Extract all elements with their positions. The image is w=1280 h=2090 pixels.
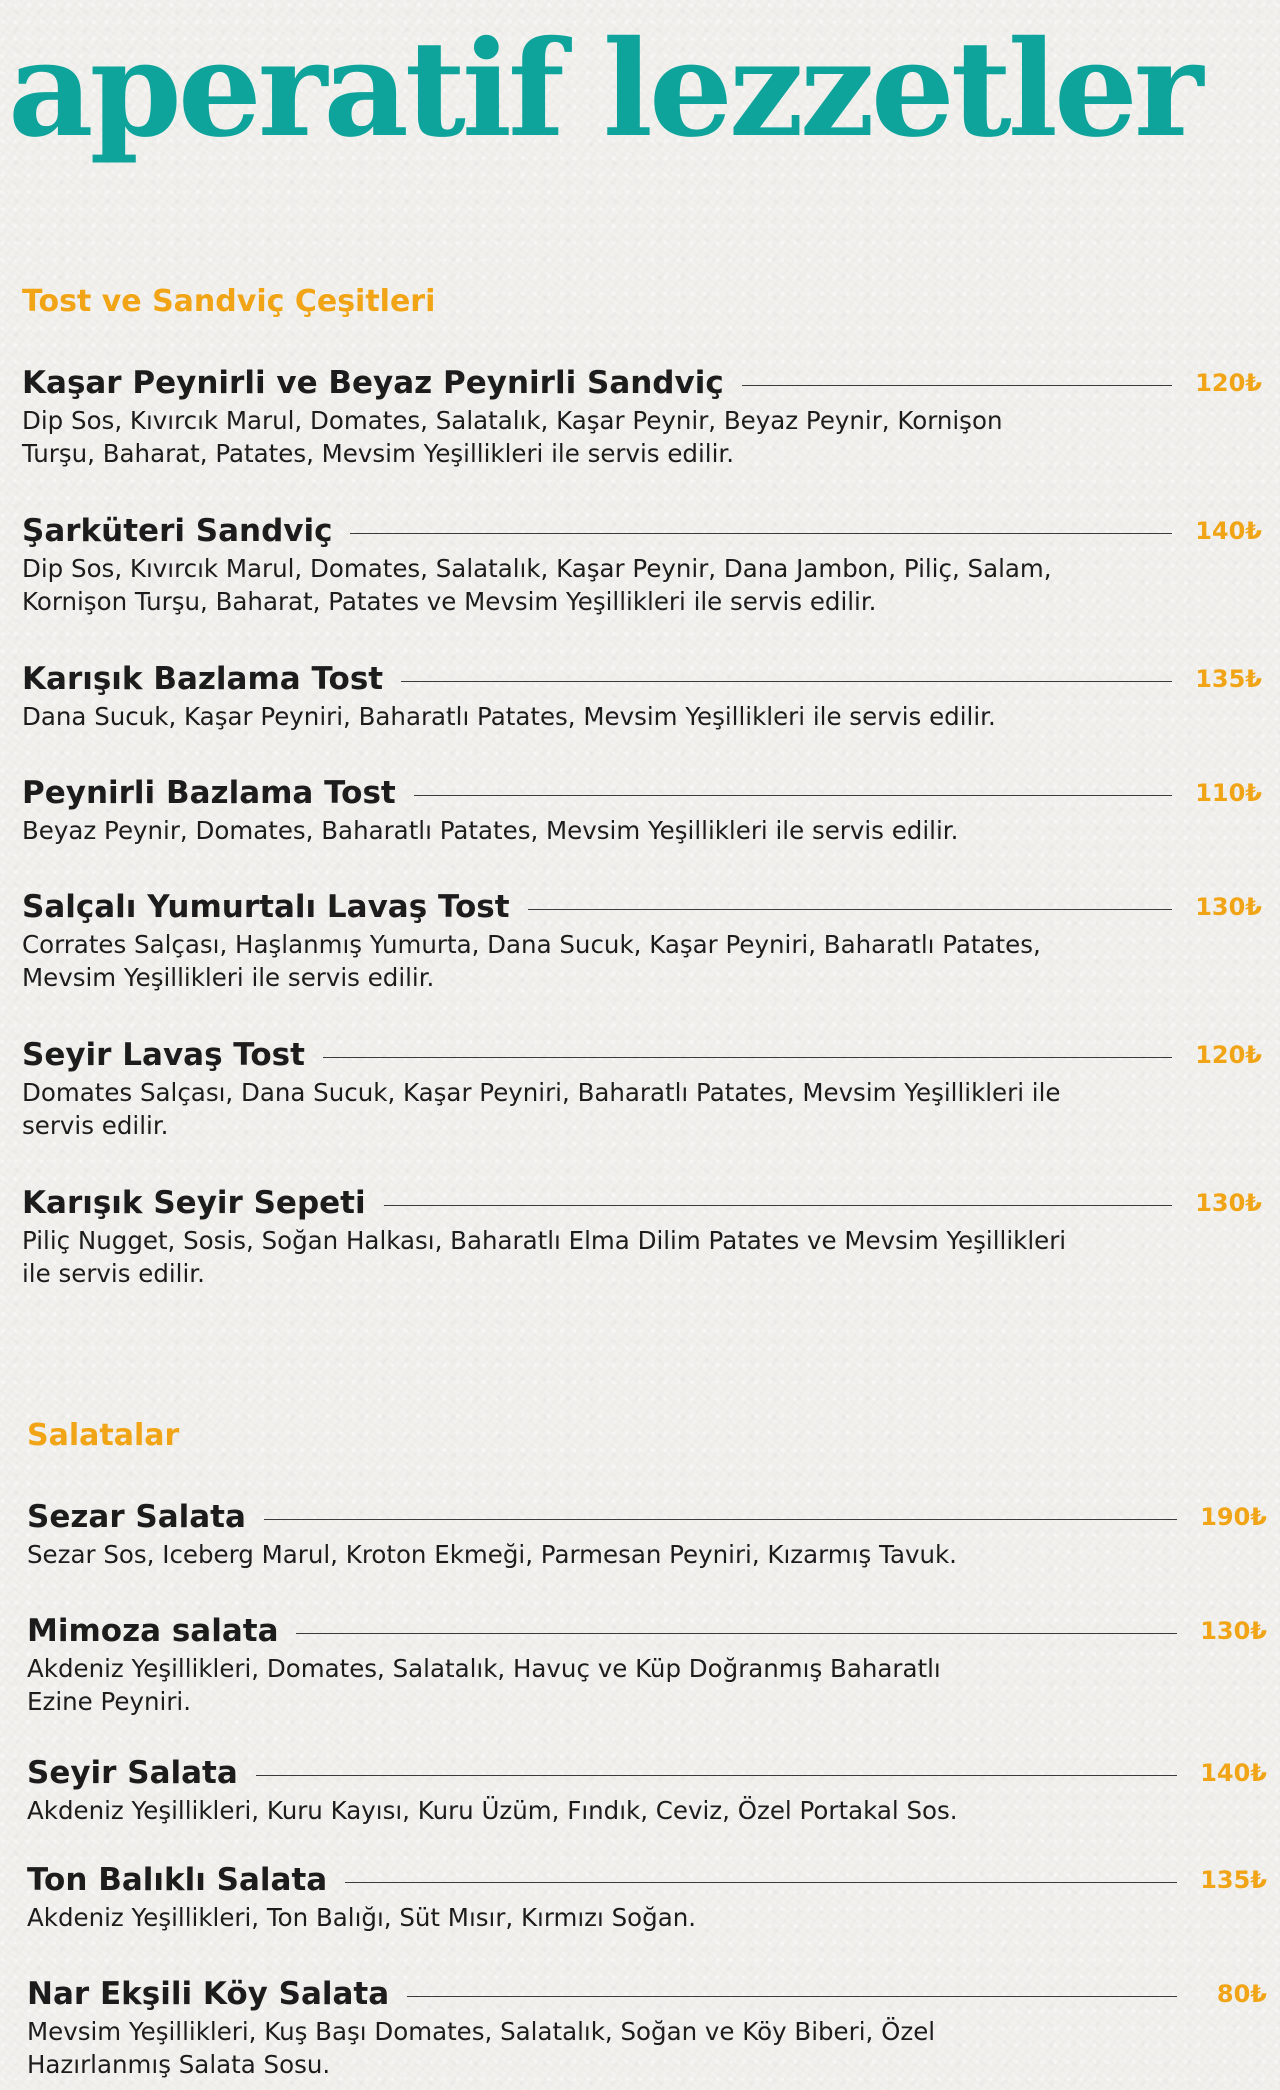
item-name: Kaşar Peynirli ve Beyaz Peynirli Sandviç <box>22 365 724 401</box>
item-name: Seyir Lavaş Tost <box>22 1037 305 1073</box>
item-price: 130₺ <box>1200 1617 1267 1645</box>
menu-item <box>22 1182 1262 1290</box>
item-description: Akdeniz Yeşillikleri, Ton Balığı, Süt Mısır, Kırmızı Soğan. <box>27 1903 697 1932</box>
item-price: 80₺ <box>1216 1980 1267 2008</box>
item-price: 140₺ <box>1200 1759 1267 1787</box>
item-price: 130₺ <box>1195 1189 1262 1217</box>
page-title: aperatif lezzetler <box>8 12 1200 167</box>
item-description: Akdeniz Yeşillikleri, Domates, Salatalık, Havuç ve Küp Doğranmış Baharatlı Ezine Peyniri. <box>27 1654 941 1716</box>
item-price: 135₺ <box>1195 665 1262 693</box>
section-heading-tost: Tost ve Sandviç Çeşitleri <box>22 284 436 319</box>
item-description: Domates Salçası, Dana Sucuk, Kaşar Peyniri, Baharatlı Patates, Mevsim Yeşillikleri ile servis edilir. <box>22 1078 1061 1140</box>
menu-item <box>27 1610 1267 1718</box>
section-heading-salatalar: Salatalar <box>27 1418 180 1453</box>
item-description: Dana Sucuk, Kaşar Peyniri, Baharatlı Patates, Mevsim Yeşillikleri ile servis edilir. <box>22 702 996 731</box>
menu-item <box>22 658 1262 733</box>
menu-item <box>22 362 1262 470</box>
menu-item <box>27 1752 1267 1827</box>
menu-item <box>22 510 1262 618</box>
leader-line <box>384 1205 1172 1206</box>
menu-item <box>22 886 1262 994</box>
item-description: Corrates Salçası, Haşlanmış Yumurta, Dana Sucuk, Kaşar Peyniri, Baharatlı Patates, Mevsim Yeşillikleri ile servis edilir. <box>22 930 1041 992</box>
item-description: Piliç Nugget, Sosis, Soğan Halkası, Baharatlı Elma Dilim Patates ve Mevsim Yeşillikleri ile servis edilir. <box>22 1226 1067 1288</box>
leader-line <box>414 795 1172 796</box>
leader-line <box>407 1996 1177 1997</box>
menu-item <box>22 1034 1262 1142</box>
leader-line <box>350 533 1172 534</box>
item-price: 140₺ <box>1195 517 1262 545</box>
menu-item <box>27 1496 1267 1571</box>
item-name: Karışık Bazlama Tost <box>22 661 384 697</box>
leader-line <box>345 1882 1177 1883</box>
item-name: Ton Balıklı Salata <box>27 1862 328 1898</box>
item-name: Karışık Seyir Sepeti <box>22 1185 366 1221</box>
item-name: Salçalı Yumurtalı Lavaş Tost <box>22 889 510 925</box>
menu-item <box>22 772 1262 847</box>
item-price: 120₺ <box>1195 1041 1262 1069</box>
item-description: Sezar Sos, Iceberg Marul, Kroton Ekmeği, Parmesan Peyniri, Kızarmış Tavuk. <box>27 1540 957 1569</box>
item-price: 135₺ <box>1200 1866 1267 1894</box>
item-name: Sezar Salata <box>27 1499 246 1535</box>
item-name: Nar Ekşili Köy Salata <box>27 1976 390 2012</box>
item-description: Dip Sos, Kıvırcık Marul, Domates, Salatalık, Kaşar Peynir, Dana Jambon, Piliç, Salam, Kornişon Turşu, Baharat, Patates ve Mevsim Yeşillikleri ile servis edilir. <box>22 554 1052 616</box>
leader-line <box>528 909 1172 910</box>
item-description: Dip Sos, Kıvırcık Marul, Domates, Salatalık, Kaşar Peynir, Beyaz Peynir, Kornişon Turşu, Baharat, Patates, Mevsim Yeşillikleri ile servis edilir. <box>22 406 1003 468</box>
item-price: 130₺ <box>1195 893 1262 921</box>
item-price: 120₺ <box>1195 369 1262 397</box>
menu-item <box>27 1973 1267 2081</box>
item-name: Mimoza salata <box>27 1613 279 1649</box>
leader-line <box>296 1633 1177 1634</box>
item-description: Mevsim Yeşillikleri, Kuş Başı Domates, Salatalık, Soğan ve Köy Biberi, Özel Hazırlanmış Salata Sosu. <box>27 2017 936 2079</box>
menu-item <box>27 1859 1267 1934</box>
leader-line <box>264 1519 1177 1520</box>
item-description: Beyaz Peynir, Domates, Baharatlı Patates, Mevsim Yeşillikleri ile servis edilir. <box>22 816 959 845</box>
leader-line <box>401 681 1172 682</box>
item-description: Akdeniz Yeşillikleri, Kuru Kayısı, Kuru Üzüm, Fındık, Ceviz, Özel Portakal Sos. <box>27 1796 958 1825</box>
item-name: Seyir Salata <box>27 1755 238 1791</box>
leader-line <box>256 1775 1177 1776</box>
item-name: Şarküteri Sandviç <box>22 513 333 549</box>
leader-line <box>742 385 1172 386</box>
item-price: 110₺ <box>1195 779 1262 807</box>
item-name: Peynirli Bazlama Tost <box>22 775 396 811</box>
item-price: 190₺ <box>1200 1503 1267 1531</box>
leader-line <box>323 1057 1172 1058</box>
